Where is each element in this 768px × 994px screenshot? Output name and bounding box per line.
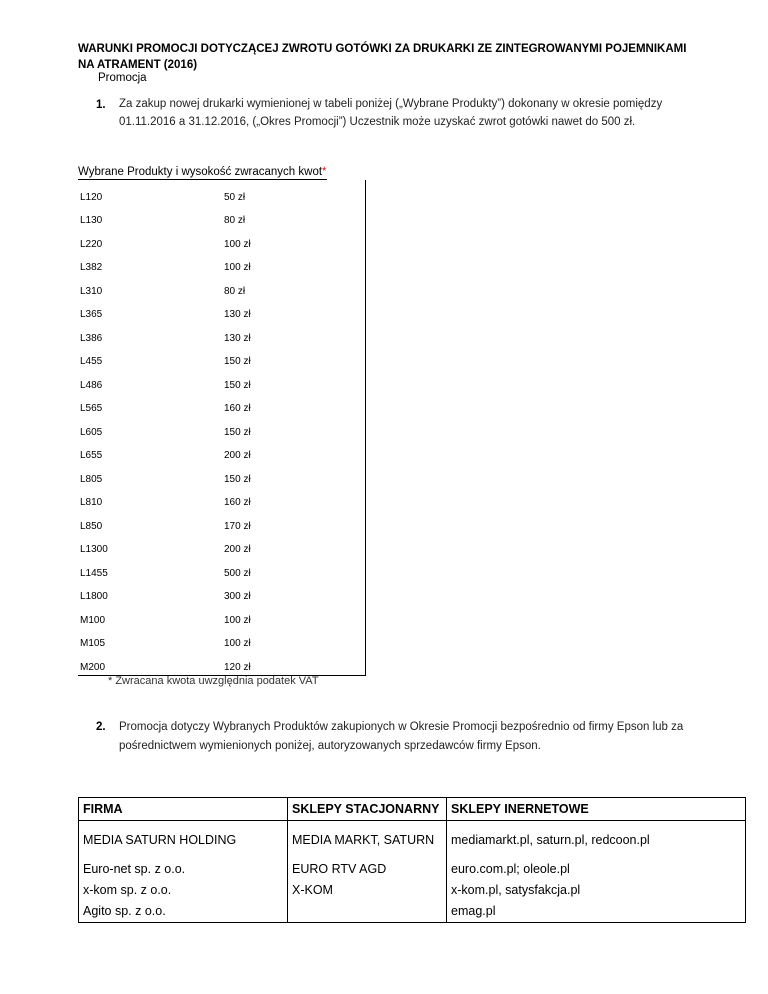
product-code: L1300 [80, 544, 108, 555]
product-code: L382 [80, 262, 103, 273]
shops-table [78, 797, 746, 923]
product-code: L810 [80, 497, 103, 508]
refund-amount: 100 zł [224, 638, 251, 649]
cell-stacjonarne: MEDIA MARKT, SATURN [288, 821, 447, 860]
refund-amount: 120 zł [224, 661, 251, 673]
table-row [78, 627, 374, 651]
product-code: L565 [80, 403, 103, 414]
refund-amount: 80 zł [224, 215, 246, 226]
header-sklepy-internetowe: SKLEPY INERNETOWE [447, 798, 746, 821]
refund-amount: 100 zł [224, 238, 251, 250]
refund-amount: 300 zł [224, 591, 251, 602]
cell-internetowe: mediamarkt.pl, saturn.pl, redcoon.pl [447, 821, 746, 860]
cell-internetowe: emag.pl [447, 901, 746, 923]
item-2-number: 2. [96, 721, 106, 733]
product-code: L655 [80, 450, 103, 461]
product-code: L1800 [80, 591, 108, 602]
item-2-line-2: pośrednictwem wymienionych poniżej, autoryzowanych sprzedawców firmy Epson. [119, 740, 541, 752]
table-row [79, 859, 746, 880]
product-code: L310 [80, 285, 103, 297]
product-code: L486 [80, 379, 103, 391]
item-1-number: 1. [96, 99, 106, 111]
refund-amount: 150 zł [224, 379, 251, 391]
cell-internetowe: x-kom.pl, satysfakcja.pl [447, 880, 746, 901]
table-row [78, 486, 374, 510]
cell-stacjonarne: X-KOM [288, 880, 447, 901]
table-row [79, 901, 746, 923]
table-row [78, 345, 374, 369]
table-row [78, 274, 374, 298]
table-row [78, 251, 374, 275]
refund-amount: 100 zł [224, 614, 251, 626]
refund-amount: 130 zł [224, 332, 251, 344]
products-table-body [78, 180, 374, 674]
document-title: WARUNKI PROMOCJI DOTYCZĄCEJ ZWROTU GOTÓWKI ZA DRUKARKI ZE ZINTEGROWANYMI POJEMNIKAMI NA ATRAMENT (2016) [78, 43, 687, 71]
cell-stacjonarne [288, 901, 447, 923]
table-row [78, 533, 374, 557]
product-code: L455 [80, 356, 103, 367]
table-row [78, 509, 374, 533]
products-heading [78, 165, 327, 180]
document-subtitle: Promocja [98, 72, 147, 84]
product-code: M100 [80, 614, 106, 626]
table-row [78, 580, 374, 604]
table-row [78, 204, 374, 228]
product-code: L805 [80, 473, 103, 485]
product-code: L1455 [80, 567, 108, 579]
vat-note: * Zwracana kwota uwzględnia podatek VAT [108, 675, 319, 687]
refund-amount: 130 zł [224, 309, 251, 320]
cell-firma: MEDIA SATURN HOLDING [79, 821, 288, 860]
refund-amount: 500 zł [224, 567, 251, 579]
table-row [78, 227, 374, 251]
products-heading-text: Wybrane Produkty i wysokość zwracanych kwot [78, 166, 323, 178]
refund-amount: 50 zł [224, 191, 246, 203]
refund-amount: 150 zł [224, 356, 251, 367]
item-1-line-2: 01.11.2016 a 31.12.2016, („Okres Promocji”) Uczestnik może uzyskać zwrot gotówki nawet do 500 zł. [119, 116, 636, 128]
product-code: L386 [80, 332, 103, 344]
table-row [78, 462, 374, 486]
products-heading-asterisk: * [322, 166, 327, 178]
refund-amount: 150 zł [224, 426, 251, 438]
refund-amount: 200 zł [224, 544, 251, 555]
cell-firma: x-kom sp. z o.o. [79, 880, 288, 901]
refund-amount: 170 zł [224, 520, 251, 532]
product-code: L120 [80, 191, 103, 203]
refund-amount: 160 zł [224, 497, 251, 508]
product-code: L850 [80, 520, 103, 532]
product-code: M105 [80, 638, 106, 649]
refund-amount: 80 zł [224, 285, 246, 297]
table-row [78, 439, 374, 463]
table-row [78, 556, 374, 580]
products-table [78, 180, 374, 674]
product-code: M200 [80, 661, 106, 673]
table-row [78, 321, 374, 345]
product-code: L130 [80, 215, 103, 226]
table-row [79, 821, 746, 860]
table-row [78, 298, 374, 322]
cell-internetowe: euro.com.pl; oleole.pl [447, 859, 746, 880]
refund-amount: 100 zł [224, 262, 251, 273]
cell-firma: Agito sp. z o.o. [79, 901, 288, 923]
refund-amount: 150 zł [224, 473, 251, 485]
table-row [79, 880, 746, 901]
item-2-line-1: Promocja dotyczy Wybranych Produktów zakupionych w Okresie Promocji bezpośrednio od firmy Epson lub za [119, 721, 684, 733]
table-row [78, 368, 374, 392]
table-row [78, 392, 374, 416]
refund-amount: 160 zł [224, 403, 251, 414]
cell-firma: Euro-net sp. z o.o. [79, 859, 288, 880]
table-row [78, 650, 374, 674]
shops-header-row [79, 798, 746, 821]
product-code: L605 [80, 426, 103, 438]
product-code: L365 [80, 309, 103, 320]
product-code: L220 [80, 238, 103, 250]
table-row [78, 603, 374, 627]
cell-stacjonarne: EURO RTV AGD [288, 859, 447, 880]
header-sklepy-stacjonarne: SKLEPY STACJONARNY [288, 798, 447, 821]
item-1-line-1: Za zakup nowej drukarki wymienionej w tabeli poniżej („Wybrane Produkty”) dokonany w okresie pomiędzy [119, 98, 663, 110]
table-row [78, 180, 374, 204]
table-row [78, 415, 374, 439]
header-firma: FIRMA [79, 798, 288, 821]
refund-amount: 200 zł [224, 450, 251, 461]
